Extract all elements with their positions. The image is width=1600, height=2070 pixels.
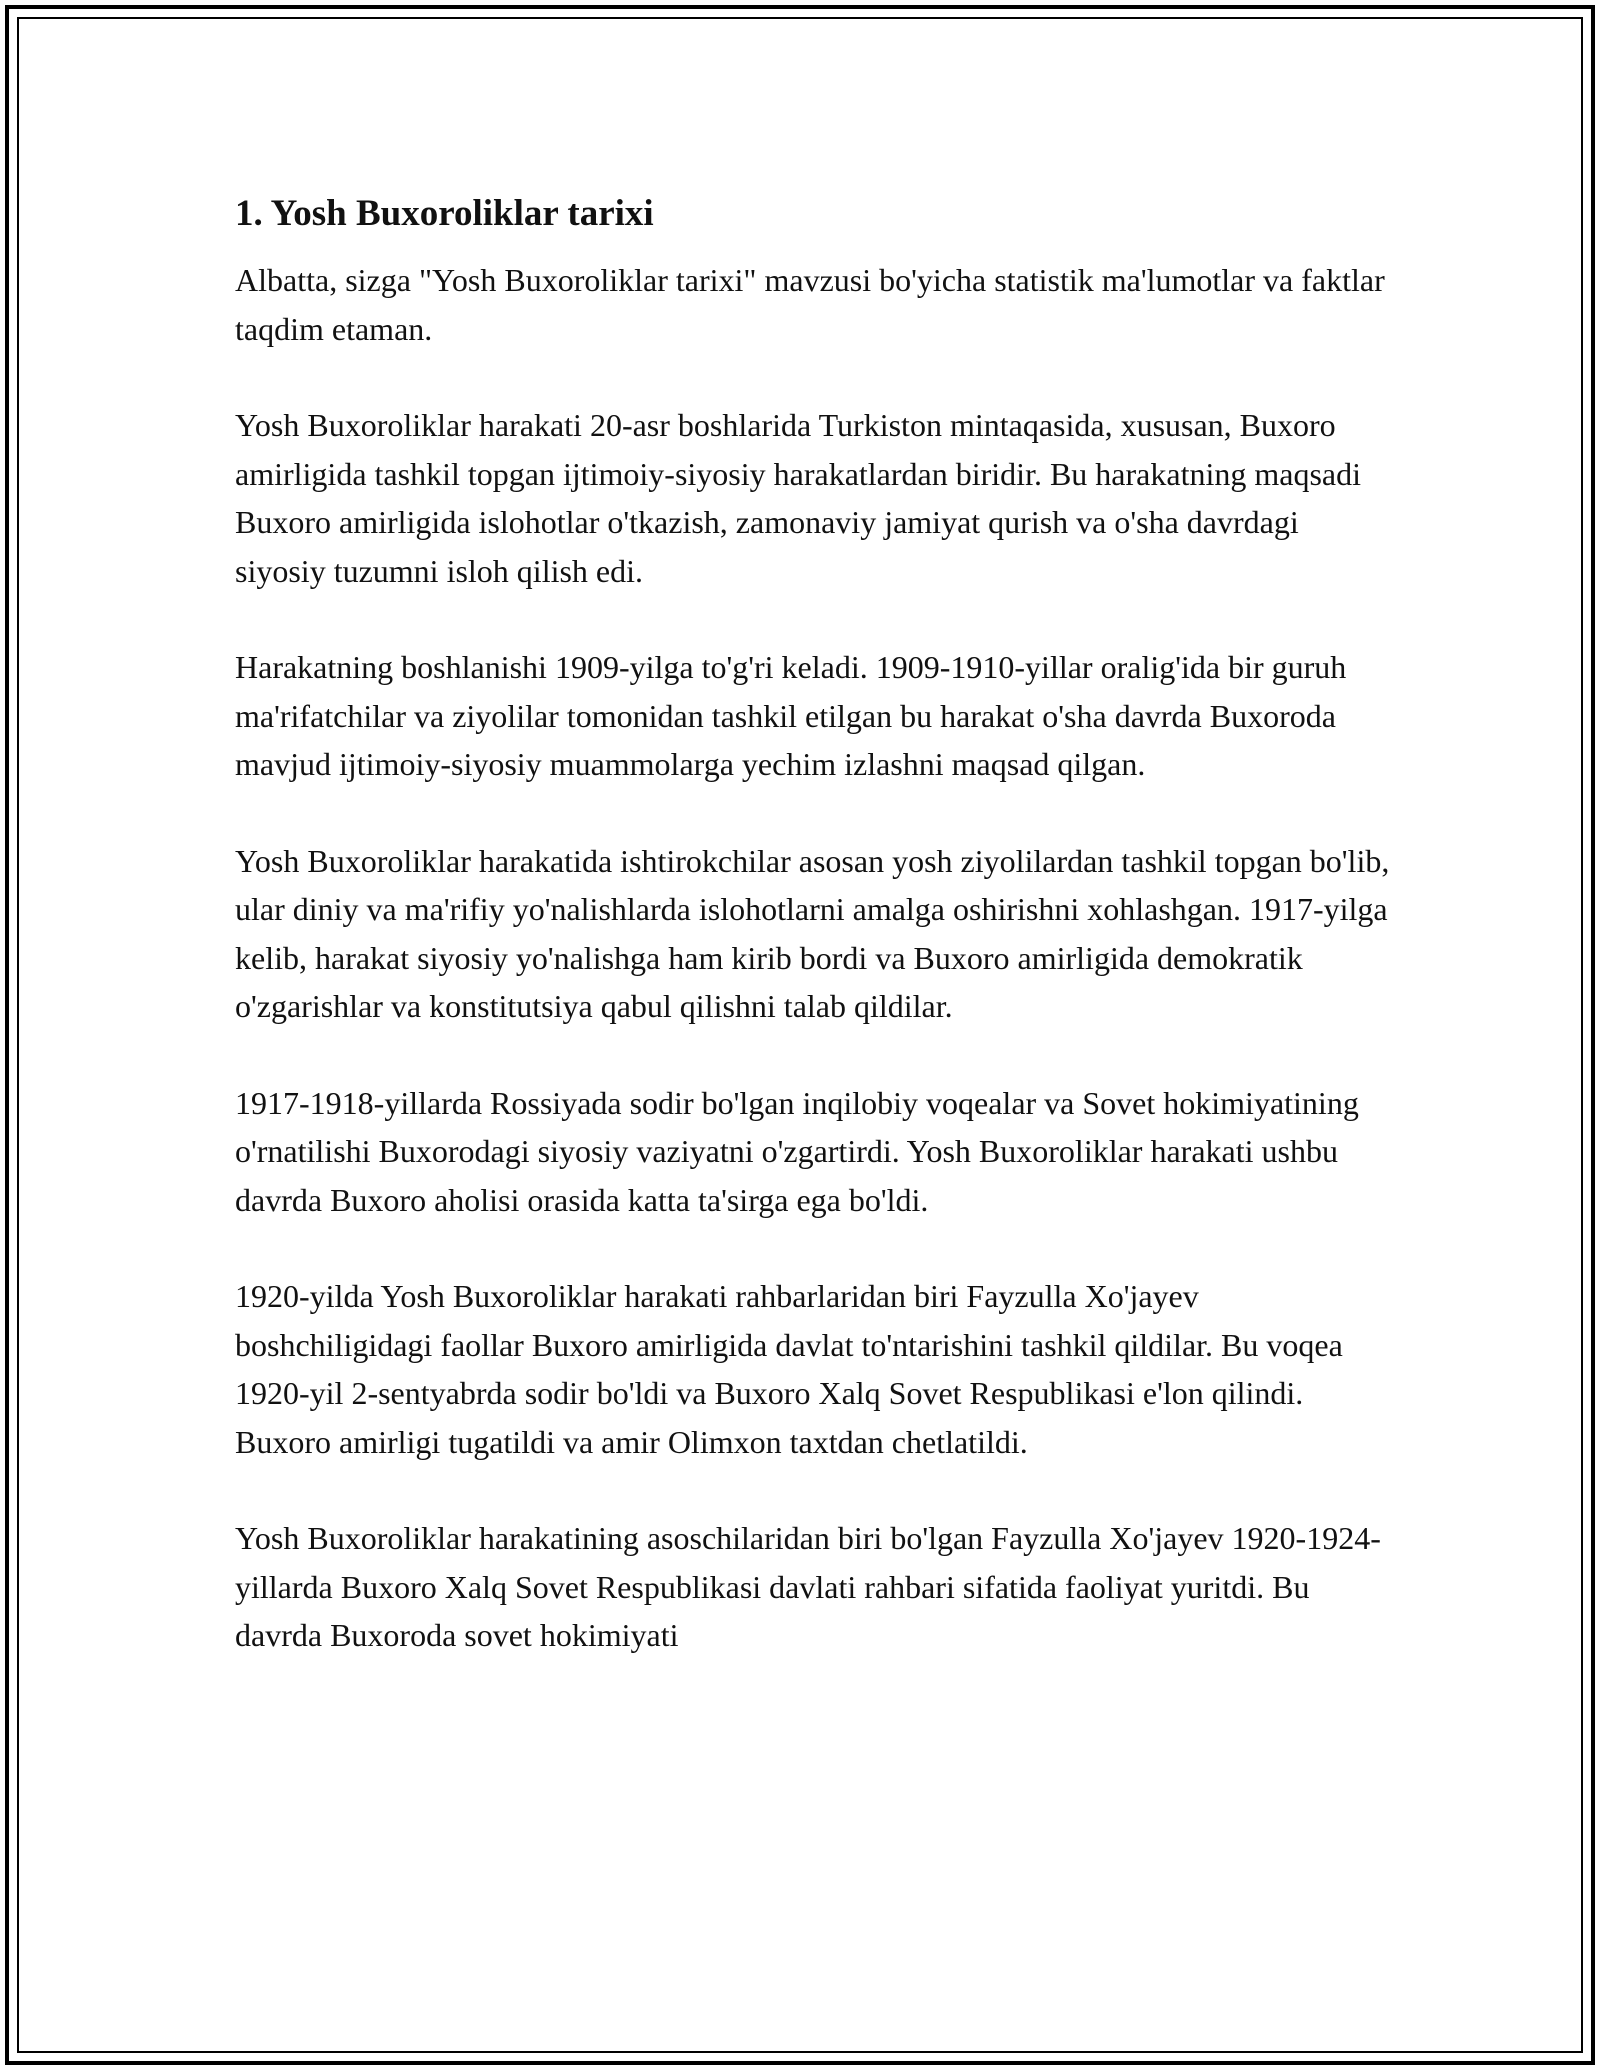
- document-title: 1. Yosh Buxoroliklar tarixi: [235, 193, 654, 234]
- paragraph-intro: Albatta, sizga "Yosh Buxoroliklar tarixi" mavzusi bo'yicha statistik ma'lumotlar va faktlar taqdim etaman.: [235, 262, 1385, 347]
- paragraph-xojayev-leadership: Yosh Buxoroliklar harakatining asoschilaridan biri bo'lgan Fayzulla Xo'jayev 1920-1924-yillarda Buxoro Xalq Sovet Respublikasi davlati rahbari sifatida faoliyat yuritdi. Bu davrda Buxoroda sovet hokimiyati: [235, 1520, 1381, 1653]
- document-body: [235, 185, 1395, 1708]
- paragraph-1920-coup: 1920-yilda Yosh Buxoroliklar harakati rahbarlaridan biri Fayzulla Xo'jayev boshchiligidagi faollar Buxoro amirligida davlat to'ntarishini tashkil qildilar. Bu voqea 1920-yil 2-sentyabrda sodir bo'ldi va Buxoro Xalq Sovet Respublikasi e'lon qilindi. Buxoro amirligi tugatildi va amir Olimxon taxtdan chetlatildi.: [235, 1278, 1343, 1460]
- paragraph-revolution-impact: 1917-1918-yillarda Rossiyada sodir bo'lgan inqilobiy voqealar va Sovet hokimiyatining o'rnatilishi Buxorodagi siyosiy vaziyatni o'zgartirdi. Yosh Buxoroliklar harakati ushbu davrda Buxoro aholisi orasida katta ta'sirga ega bo'ldi.: [235, 1084, 1359, 1218]
- paragraph-movement-origins: Harakatning boshlanishi 1909-yilga to'g'ri keladi. 1909-1910-yillar oralig'ida bir guruh ma'rifatchilar va ziyolilar tomonidan tashkil etilgan bu harakat o'sha davrda Buxoroda mavjud ijtimoiy-siyosiy muammolarga yechim izlashni maqsad qilgan.: [235, 649, 1347, 782]
- paragraph-movement-overview: Yosh Buxoroliklar harakati 20-asr boshlarida Turkiston mintaqasida, xususan, Buxoro amirligida tashkil topgan ijtimoiy-siyosiy harakatlardan biridir. Bu harakatning maqsadi Buxoro amirligida islohotlar o'tkazish, zamonaviy jamiyat qurish va o'sha davrdagi siyosiy tuzumni isloh qilish edi.: [235, 407, 1361, 589]
- paragraph-participants: Yosh Buxoroliklar harakatida ishtirokchilar asosan yosh ziyolilardan tashkil topgan bo'lib, ular diniy va ma'rifiy yo'nalishlarda islohotlarni amalga oshirishni xohlashgan. 1917-yilga kelib, harakat siyosiy yo'nalishga ham kirib bordi va Buxoro amirligida demokratik o'zgarishlar va konstitutsiya qabul qilishni talab qildilar.: [235, 842, 1390, 1024]
